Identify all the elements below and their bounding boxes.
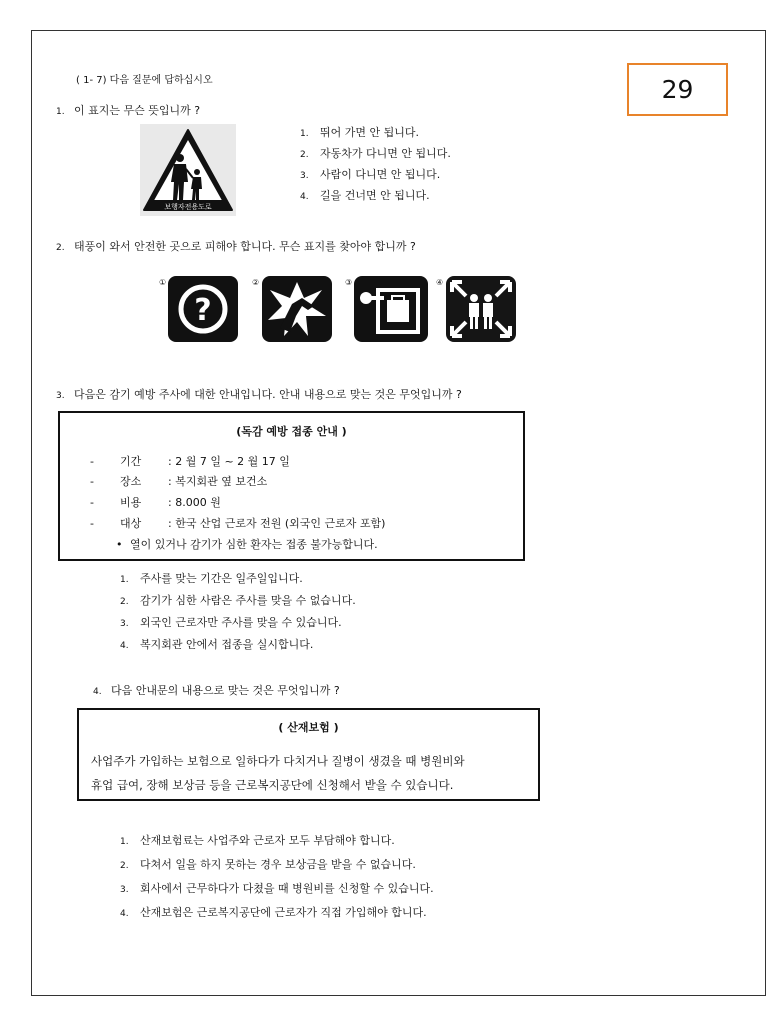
option[interactable]: 4. 길을 건너면 안 됩니다. — [300, 189, 430, 202]
notice-row: - 기간 : 2 월 7 일 ~ 2 월 17 일 — [90, 455, 290, 468]
option-label: ② — [252, 278, 260, 287]
emergency-break-icon — [262, 276, 332, 342]
q1-options — [300, 126, 451, 204]
question-2 — [56, 240, 416, 255]
question-number: 3. — [56, 391, 65, 401]
option[interactable]: 1. 주사를 맞는 기간은 일주일입니다. — [120, 572, 303, 585]
notice-line: 사업주가 가입하는 보험으로 일하다가 다치거나 질병이 생겼을 때 병원비와 — [91, 754, 465, 768]
option[interactable]: 3. 회사에서 근무하다가 다쳤을 때 병원비를 신청할 수 있습니다. — [120, 882, 434, 895]
question-mark-icon — [168, 276, 238, 342]
option[interactable]: 3. 외국인 근로자만 주사를 맞을 수 있습니다. — [120, 616, 342, 629]
question-number: 4. — [93, 687, 102, 697]
sign-option-4[interactable] — [446, 276, 516, 342]
question-text: 태풍이 와서 안전한 곳으로 피해야 합니다. 무슨 표지를 찾아야 합니까 ? — [74, 240, 416, 253]
question-number: 2. — [56, 243, 65, 253]
svg-text:?: ? — [194, 293, 212, 328]
page-number-box — [627, 63, 728, 116]
notice-title: ( 산재보험 ) — [278, 721, 339, 734]
question-4 — [93, 684, 340, 699]
question-text: 이 표지는 무슨 뜻입니까 ? — [74, 104, 201, 117]
notice-title: (독감 예방 접종 안내 ) — [236, 425, 347, 438]
question-1 — [56, 104, 200, 119]
q3-options — [120, 572, 356, 653]
option[interactable]: 4. 산재보험은 근로복지공단에 근로자가 직접 가입해야 합니다. — [120, 906, 427, 919]
notice-row: - 장소 : 복지회관 옆 보건소 — [90, 475, 268, 488]
instruction: ( 1- 7) 다음 질문에 답하십시오 — [76, 75, 213, 86]
option[interactable]: 1. 뛰어 가면 안 됩니다. — [300, 126, 419, 139]
option[interactable]: 1. 산재보험료는 사업주와 근로자 모두 부담해야 합니다. — [120, 834, 395, 847]
question-text: 다음 안내문의 내용으로 맞는 것은 무엇입니까 ? — [111, 684, 340, 697]
question-text: 다음은 감기 예방 주사에 대한 안내입니다. 안내 내용으로 맞는 것은 무엇입니까 ? — [74, 388, 462, 401]
luggage-locker-icon — [354, 276, 428, 342]
option-label: ③ — [345, 278, 353, 287]
assembly-point-icon — [446, 276, 516, 342]
notice-line: 휴업 급여, 장해 보상금 등을 근로복지공단에 신청해서 받을 수 있습니다. — [91, 778, 454, 792]
vaccination-notice-box — [58, 411, 525, 561]
option[interactable]: 2. 감기가 심한 사람은 주사를 맞을 수 없습니다. — [120, 594, 356, 607]
option-label: ④ — [436, 278, 444, 287]
option[interactable]: 2. 다쳐서 일을 하지 못하는 경우 보상금을 받을 수 없습니다. — [120, 858, 416, 871]
industrial-insurance-box — [77, 708, 540, 801]
q4-options — [120, 834, 434, 921]
option[interactable]: 3. 사람이 다니면 안 됩니다. — [300, 168, 441, 181]
page-number: 29 — [661, 75, 694, 104]
notice-bullet: • 열이 있거나 감기가 심한 환자는 접종 불가능합니다. — [116, 538, 378, 551]
pedestrian-sign-icon — [140, 124, 236, 216]
sign-option-1[interactable] — [168, 276, 238, 342]
sign-text: 보행자전용도로 — [164, 203, 212, 211]
option-label: ① — [159, 278, 167, 287]
notice-row: - 비용 : 8.000 원 — [90, 496, 221, 509]
question-3 — [56, 388, 462, 403]
sign-option-2[interactable] — [262, 276, 332, 342]
pedestrian-only-sign — [140, 124, 236, 216]
notice-row: - 대상 : 한국 산업 근로자 전원 (외국인 근로자 포함) — [90, 517, 386, 530]
option[interactable]: 4. 복지회관 안에서 접종을 실시합니다. — [120, 638, 314, 651]
sign-option-3[interactable] — [354, 276, 428, 342]
question-number: 1. — [56, 107, 65, 117]
option[interactable]: 2. 자동차가 다니면 안 됩니다. — [300, 147, 451, 160]
